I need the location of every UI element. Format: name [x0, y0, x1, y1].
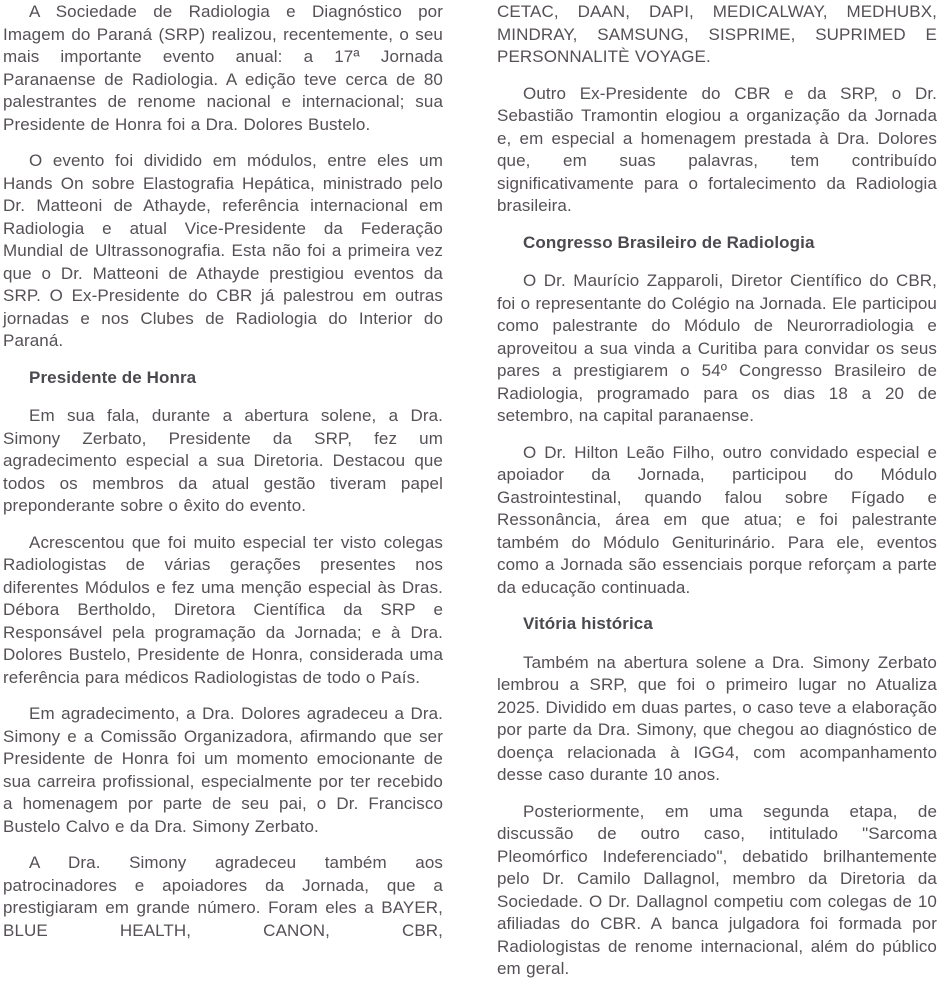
paragraph-srp-intro: A Sociedade de Radiologia e Diagnóstico por Imagem do Paraná (SRP) realizou, recentemente, o seu mais importante evento anual: a 17ª Jornada Paranaense de Radiologia. A edição teve cerca de 80 palestrantes de renome nacional e internacional; sua Presidente de Honra foi a Dra. Dolores Bustelo.	[3, 2, 443, 134]
heading-presidente-de-honra: Presidente de Honra	[29, 367, 197, 387]
heading-vitoria-historica: Vitória histórica	[523, 614, 653, 633]
paragraph-hilton-leao-filho: O Dr. Hilton Leão Filho, outro convidado especial e apoiador da Jornada, participou do Módulo Gastrointestinal, quando falou sobre Fígado e Ressonância, área em que atua; e foi palestrante também do Módulo Geniturinário. Para ele, eventos como a Jornada são essenciais porque reforçam a parte da educação continuada.	[497, 442, 937, 597]
paragraph-mauricio-zapparoli: O Dr. Maurício Zapparoli, Diretor Científico do CBR, foi o representante do Colégio na Jornada. Ele participou como palestrante do Módulo de Neurorradiologia e aproveitou a sua vinda a Curitiba para convidar os seus pares a prestigiarem o 54º Congresso Brasileiro de Radiologia, programado para os dias 18 a 20 de setembro, na capital paranaense.	[497, 271, 937, 425]
paragraph-event-modules: O evento foi dividido em módulos, entre eles um Hands On sobre Elastografia Hepática, ministrado pelo Dr. Matteoni de Athayde, referência internacional em Radiologia e atual Vice-Presidente da Federação Mundial de Ultrassonografia. Esta não foi a primeira vez que o Dr. Matteoni de Athayde prestigiou eventos da SRP. O Ex-Presidente do CBR já palestrou em outras jornadas e nos Clubes de Radiologia do Interior do Paraná.	[3, 151, 443, 350]
paragraph-abertura-solene: Em sua fala, durante a abertura solene, a Dra. Simony Zerbato, Presidente da SRP, fez um agradecimento especial a sua Diretoria. Destacou que todos os membros da atual gestão tiveram papel preponderante sobre o êxito do evento.	[3, 406, 443, 515]
paragraph-mencao-especial: Acrescentou que foi muito especial ter visto colegas Radiologistas de várias gerações presentes nos diferentes Módulos e fez uma menção especial às Dras. Débora Bertholdo, Diretora Científica da SRP e Responsável pela programação da Jornada; e à Dra. Dolores Bustelo, Presidente de Honra, considerada uma referência para médicos Radiologistas de todo o País.	[3, 532, 443, 687]
paragraph-agradecimento-dolores: Em agradecimento, a Dra. Dolores agradeceu a Dra. Simony e a Comissão Organizadora, afirmando que ser Presidente de Honra foi um momento emocionante de sua carreira profissional, especialmente por ter recebido a homenagem por parte de seu pai, o Dr. Francisco Bustelo Calvo e da Dra. Simony Zerbato.	[3, 704, 443, 836]
paragraph-patrocinadores: A Dra. Simony agradeceu também aos patrocinadores e apoiadores da Jornada, que a prestigiaram em grande número. Foram eles a BAYER, BLUE HEALTH, CANON, CBR,	[3, 853, 443, 940]
left-column	[3, 1, 443, 940]
paragraph-patrocinadores-continuacao: CETAC, DAAN, DAPI, MEDICALWAY, MEDHUBX, MINDRAY, SAMSUNG, SISPRIME, SUPRIMED E PERSONNALITÈ VOYAGE.	[497, 2, 937, 66]
heading-congresso-brasileiro: Congresso Brasileiro de Radiologia	[523, 232, 815, 252]
paragraph-atualiza-2025: Também na abertura solene a Dra. Simony Zerbato lembrou a SRP, que foi o primeiro lugar no Atualiza 2025. Dividido em duas partes, o caso teve a elaboração por parte da Dra. Simony, que chegou ao diagnóstico de doença relacionada à IGG4, com acompanhamento desse caso durante 10 anos.	[497, 652, 937, 784]
paragraph-sebastiao-tramontin: Outro Ex-Presidente do CBR e da SRP, o Dr. Sebastião Tramontin elogiou a organização da Jornada e, em especial a homenagem prestada à Dra. Dolores que, em suas palavras, tem contribuído significativamente para o fortalecimento da Radiologia brasileira.	[497, 83, 937, 215]
paragraph-sarcoma-caso: Posteriormente, em uma segunda etapa, de discussão de outro caso, intitulado "Sarcoma Pleomórfico Indeferenciado", debatido brilhantemente pelo Dr. Camilo Dallagnol, membro da Diretoria da Sociedade. O Dr. Dallagnol competiu com colegas de 10 afiliadas do CBR. A banca julgadora foi formada por Radiologistas de renome internacional, além do público em geral.	[497, 801, 937, 978]
right-column	[497, 1, 937, 978]
